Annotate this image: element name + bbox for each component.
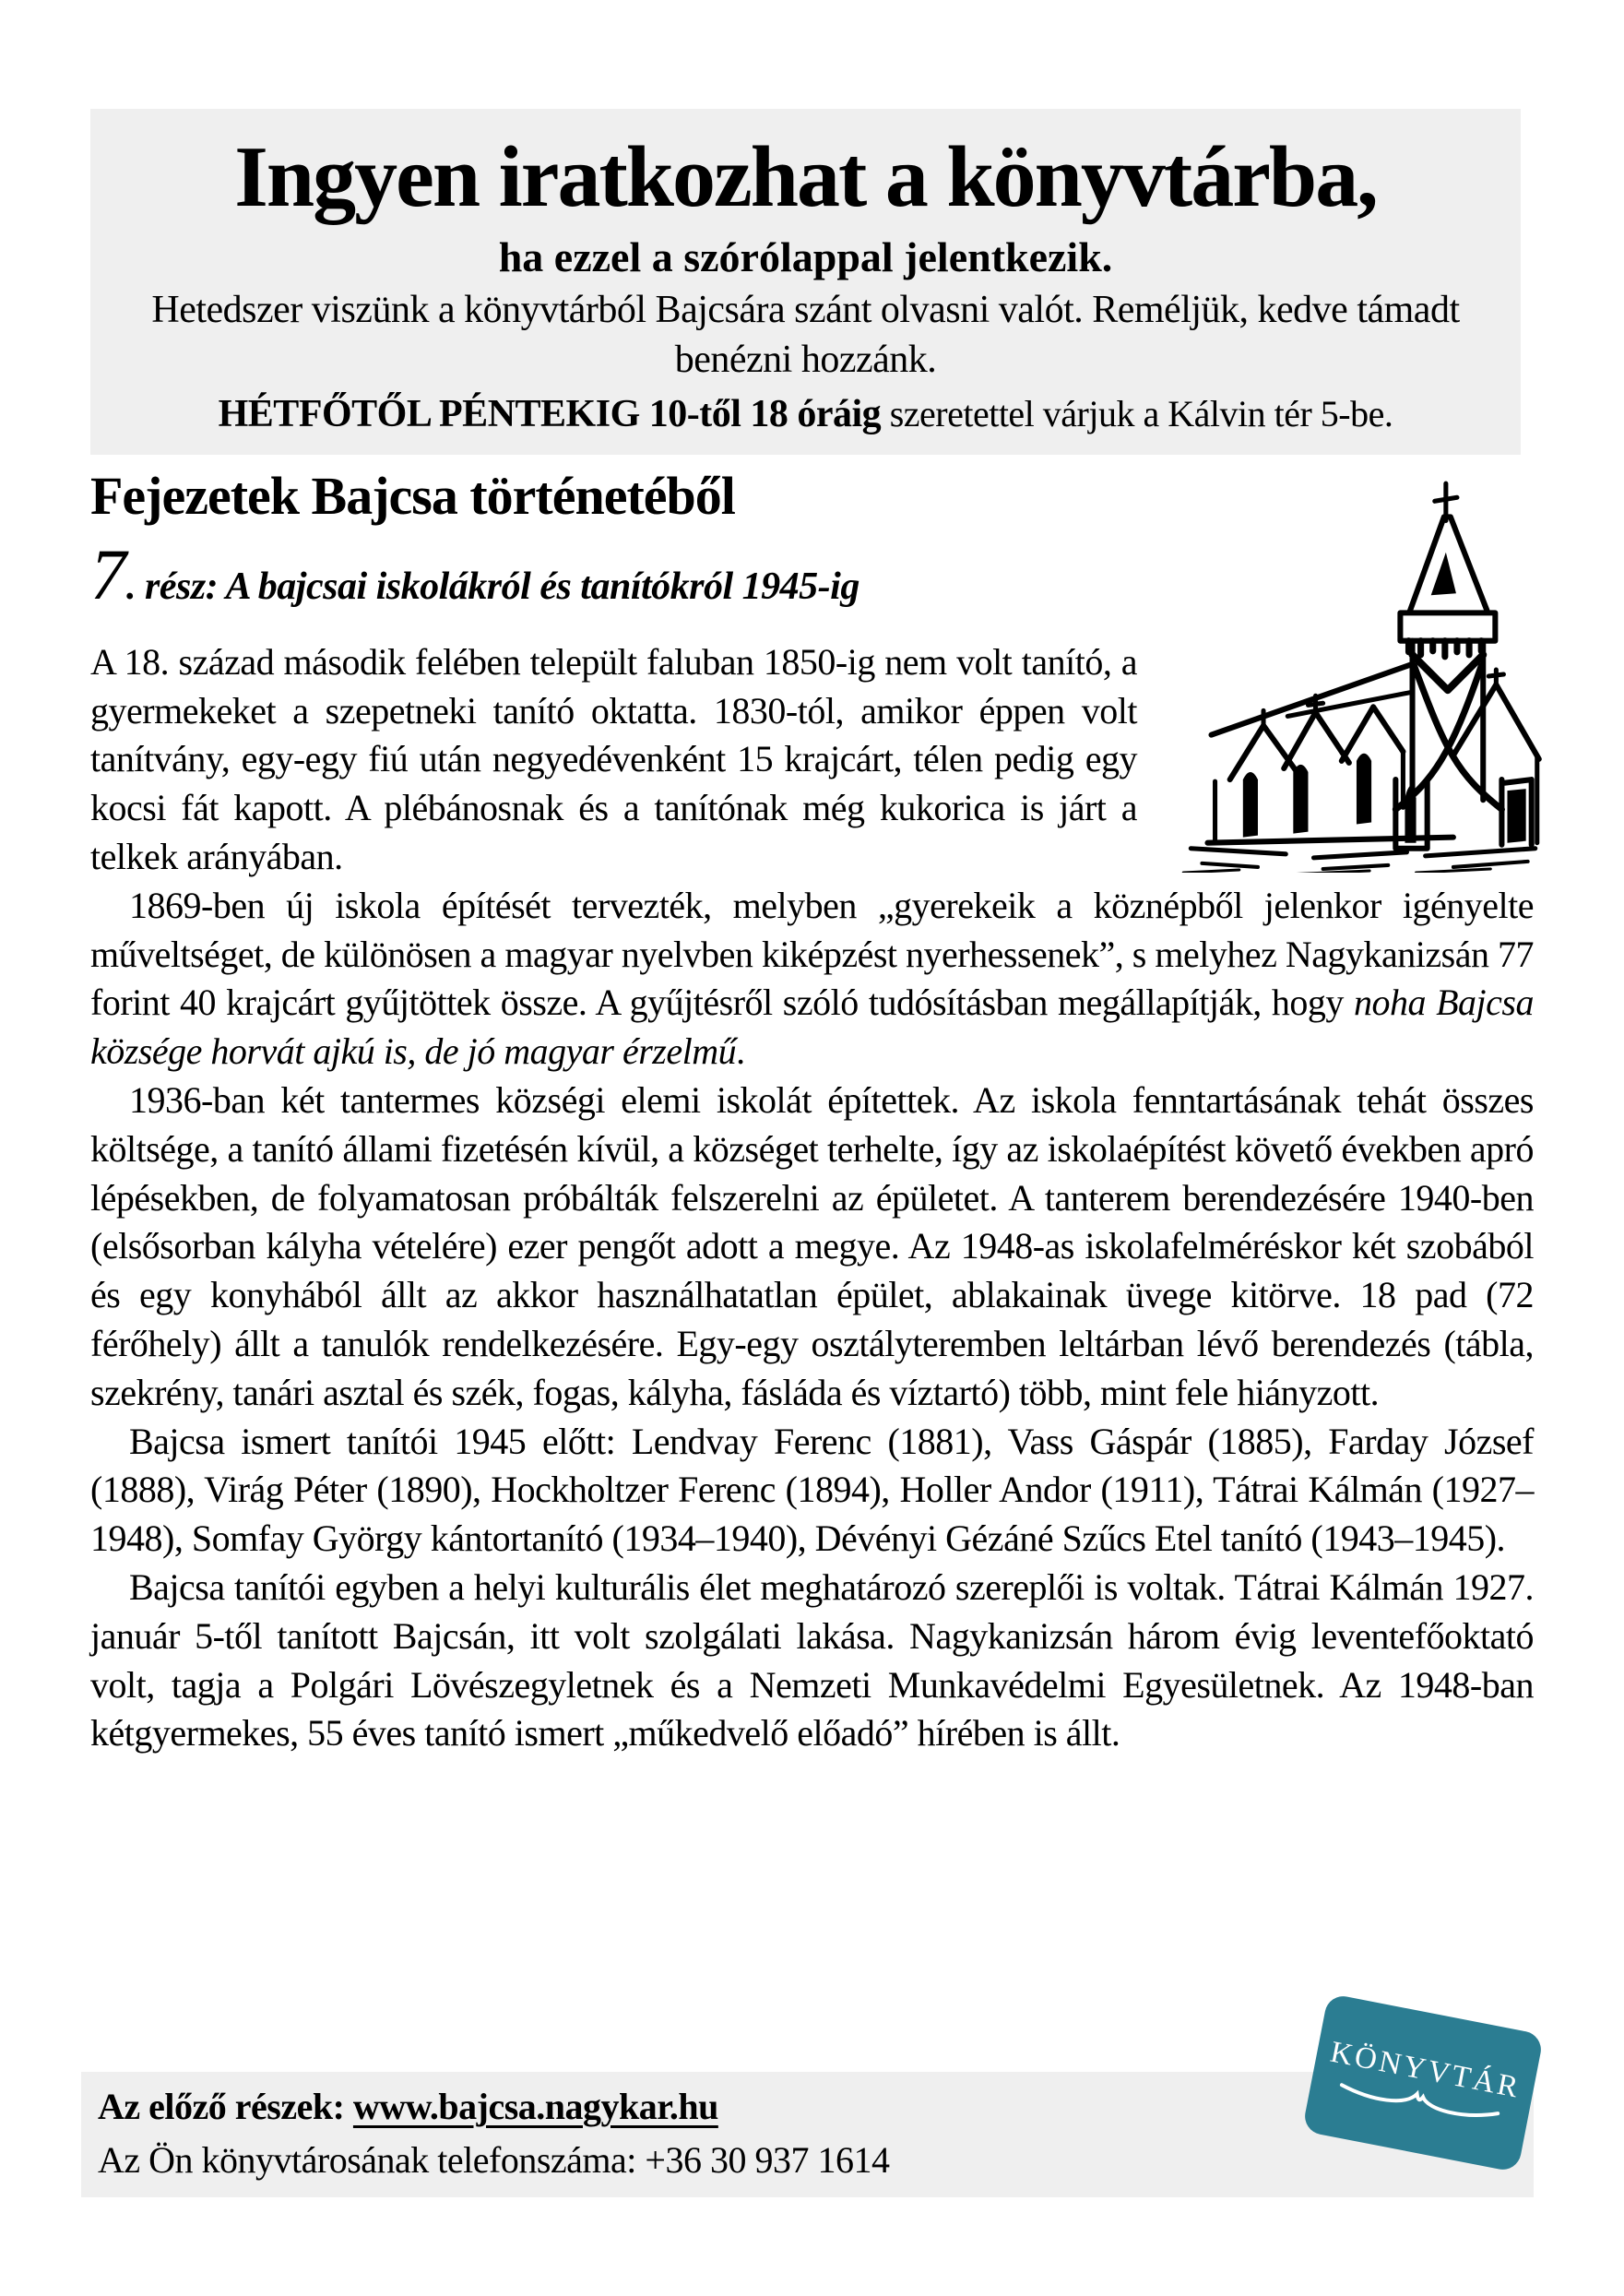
- paragraph-2-quote: noha Bajcsa községe horvát ajkú is, de jó magyar érzelmű: [90, 981, 1534, 1073]
- paragraph-2-text: 1869-ben új iskola építését tervezték, melyben „gyerekeik a köznépből jelenkor igényelte műveltséget, de különösen a magyar nyelvben kiképzést nyerhessenek”, s melyhez Nagykanizsán 77 forint 40 krajcárt gyűjtöttek össze. A gyűjtésről szóló tudósításban megállapítják, hogy: [90, 884, 1534, 1024]
- opening-hours: HÉTFŐTŐL PÉNTEKIG 10-től 18 óráig: [218, 392, 882, 435]
- paragraph-2: [90, 882, 1534, 1077]
- header-hours-line: [101, 389, 1510, 440]
- previous-parts-label: Az előző részek:: [98, 2086, 353, 2127]
- paragraph-1: A 18. század második felében települt faluban 1850-ig nem volt tanító, a gyermekeket a szepetneki tanító oktatta. 1830-tól, amikor éppen volt tanítvány, egy-egy fiú után negyedévenként 15 krajcárt, télen pedig egy kocsi fát kapott. A plébánosnak és a tanítónak még kukorica is járt a telkek arányában.: [90, 640, 1137, 877]
- page-title: Ingyen iratkozhat a könyvtárba,: [234, 129, 1377, 225]
- previous-parts-line: [98, 2083, 1517, 2131]
- previous-parts-link[interactable]: www.bajcsa.nagykar.hu: [352, 2086, 718, 2127]
- header-intro-line: Hetedszer viszünk a könyvtárból Bajcsára szánt olvasni valót. Reméljük, kedve támadt benézni hozzánk.: [151, 289, 1460, 382]
- opening-hours-rest: szeretettel várjuk a Kálvin tér 5-be.: [881, 392, 1393, 434]
- article: [90, 467, 1534, 1758]
- paragraph-3: 1936-ban két tantermes községi elemi iskolát építettek. Az iskola fenntartásának tehát összes költsége, a tanító állami fizetésén kívül, a községet terhelte, így az iskolaépítést követő években apró lépésekben, de folyamatosan próbálták felszerelni az épületet. A tanterem berendezésére 1940-ben (elsősorban kályha vételére) ezer pengőt adott a megye. Az 1948-as iskolafelméréskor két szobából és egy konyhából állt az akkor használhatatlan épület, ablakainak üvege kitörve. 18 pad (72 férőhely) állt a tanulók rendelkezésére. Egy-egy osztályteremben leltárban lévő berendezés (tábla, szekrény, tanári asztal és szék, fogas, kályha, fásláda és víztartó) több, mint fele hiányzott.: [90, 1078, 1534, 1413]
- paragraph-5: Bajcsa tanítói egyben a helyi kulturális élet meghatározó szereplői is voltak. Tátrai Kálmán 1927. január 5-től tanított Bajcsán, itt volt szolgálati lakása. Nagykanizsán három évig leventefőoktató volt, tagja a Polgári Lövészegyletnek és a Nemzeti Munkavédelmi Egyesületnek. Az 1948-ban kétgyermekes, 55 éves tanító ismert „műkedvelő előadó” hírében is állt.: [90, 1565, 1534, 1755]
- church-illustration: [1174, 472, 1547, 873]
- part-number: 7: [90, 533, 126, 614]
- logo-text: KÖNYVTÁR: [1327, 2035, 1523, 2105]
- header-subtitle: ha ezzel a szórólappal jelentkezik.: [498, 233, 1113, 281]
- part-title: . rész: A bajcsai iskolákról és tanítókról 1945-ig: [126, 565, 859, 608]
- paragraph-2-period: .: [736, 1030, 745, 1073]
- paragraph-4: Bajcsa ismert tanítói 1945 előtt: Lendvay Ferenc (1881), Vass Gáspár (1885), Farday József (1888), Virág Péter (1890), Hockholtzer Ferenc (1894), Holler Andor (1911), Tátrai Kálmán (1927–1948), Somfay György kántortanító (1934–1940), Dévényi Gézáné Szűcs Etel tanító (1943–1945).: [90, 1420, 1534, 1560]
- header-box: [90, 109, 1521, 455]
- section-title: Fejezetek Bajcsa történetéből: [90, 466, 735, 526]
- librarian-phone-line: Az Ön könyvtárosának telefonszáma: +36 30 937 1614: [98, 2139, 890, 2181]
